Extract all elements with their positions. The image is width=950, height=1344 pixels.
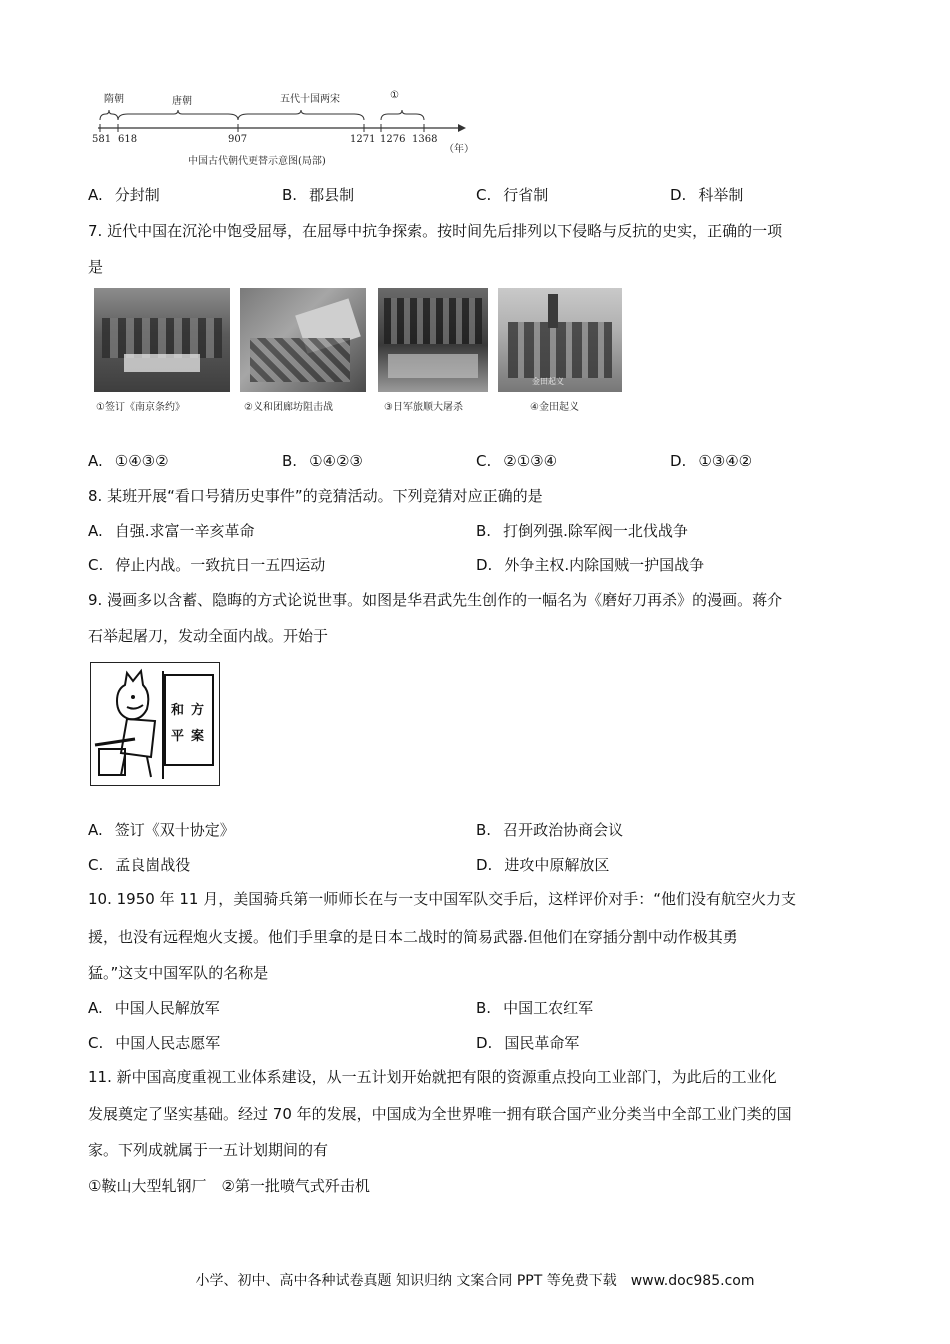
timeline-year-1271: 1271 [350,134,376,145]
cartoon-char-fang: 方 [191,703,205,718]
q8-option-b[interactable]: B. 打倒列强.除军阀一北伐战争 [476,522,688,540]
q7-stem-line1: 7. 近代中国在沉沦中饱受屈辱，在屈辱中抗争探索。按时间先后排列以下侵略与反抗的史实，正确的一项 [88,222,783,240]
cartoon-char-he: 和 [171,703,185,718]
timeline-year-1368: 1368 [412,134,438,145]
photo-jintian-uprising [498,288,622,392]
q7-option-d[interactable]: D. ①③④② [670,452,753,470]
q10-option-c[interactable]: C. 中国人民志愿军 [88,1034,221,1052]
q9-option-b[interactable]: B. 召开政治协商会议 [476,821,624,839]
timeline-caption: 中国古代朝代更替示意图(局部) [188,156,326,167]
q10-stem-line1: 10. 1950 年 11 月，美国骑兵第一师师长在与一支中国军队交手后，这样评价对手：“他们没有航空火力支 [88,890,796,908]
q7-option-a[interactable]: A. ①④③② [88,452,169,470]
q6-option-d[interactable]: D. 科举制 [670,186,744,204]
q11-stem-line3: 家。下列成就属于一五计划期间的有 [88,1141,329,1159]
photo-nanjing-treaty [94,288,230,392]
q6-option-c[interactable]: C. 行省制 [476,186,549,204]
q9-option-a[interactable]: A. 签订《双十协定》 [88,821,235,839]
q10-option-b[interactable]: B. 中国工农红军 [476,999,594,1017]
q8-stem: 8. 某班开展“看口号猜历史事件”的竞猜活动。下列竞猜对应正确的是 [88,487,543,505]
q9-stem-line1: 9. 漫画多以含蓄、隐晦的方式论说世事。如图是华君武先生创作的一幅名为《磨好刀再杀》的漫画。蒋介 [88,591,783,609]
timeline-period-unknown: ① [390,90,399,101]
cartoon-char-ping: 平 [171,729,185,744]
q10-option-d[interactable]: D. 国民革命军 [476,1034,580,1052]
q9-stem-line2: 石举起屠刀，发动全面内战。开始于 [88,627,329,645]
caption-3: ③日军旅顺大屠杀 [384,402,463,413]
q6-option-a[interactable]: A. 分封制 [88,186,160,204]
timeline-period-sui: 隋朝 [104,94,124,105]
q10-stem-line3: 猛。”这支中国军队的名称是 [88,964,269,982]
q7-stem-line2: 是 [88,258,104,276]
q10-stem-line2: 援，也没有远程炮火支援。他们手里拿的是日本二战时的简易武器.但他们在穿插分割中动作极其勇 [88,928,738,946]
caption-1: ①签订《南京条约》 [96,402,185,413]
cartoon-drawing [91,663,218,784]
q11-stem-line4: ①鞍山大型轧钢厂 ②第一批喷气式歼击机 [88,1177,370,1195]
timeline-period-tang: 唐朝 [172,96,192,107]
page-footer: 小学、初中、高中各种试卷真题 知识归纳 文案合同 PPT 等免费下载 www.doc985.com [195,1273,755,1289]
q7-option-b[interactable]: B. ①④②③ [282,452,363,470]
timeline-unit: （年） [444,144,474,155]
cartoon-figure [90,662,220,786]
timeline-figure [88,84,478,170]
q11-stem-line1: 11. 新中国高度重视工业体系建设，从一五计划开始就把有限的资源重点投向工业部门，为此后的工业化 [88,1068,777,1086]
cartoon-char-an: 案 [191,729,205,744]
q9-option-d[interactable]: D. 进攻中原解放区 [476,856,610,874]
q7-option-c[interactable]: C. ②①③④ [476,452,558,470]
timeline-year-1276: 1276 [380,134,406,145]
q8-option-c[interactable]: C. 停止内战。一致抗日一五四运动 [88,556,326,574]
q6-option-b[interactable]: B. 郡县制 [282,186,355,204]
q9-option-c[interactable]: C. 孟良崮战役 [88,856,191,874]
timeline-year-907: 907 [228,134,248,145]
q8-option-d[interactable]: D. 外争主权.内除国贼一护国战争 [476,556,705,574]
photo-boxer-battle [240,288,366,392]
caption-4: ④金田起义 [530,402,579,413]
timeline-period-song: 五代十国两宋 [280,94,340,105]
timeline-year-618: 618 [118,134,138,145]
photo-lushun-massacre [378,288,488,392]
stone-inscription: 金田起义 [532,377,564,386]
caption-2: ②义和团廊坊阻击战 [244,402,333,413]
timeline-year-581: 581 [92,134,112,145]
q10-option-a[interactable]: A. 中国人民解放军 [88,999,220,1017]
q11-stem-line2: 发展奠定了坚实基础。经过 70 年的发展，中国成为全世界唯一拥有联合国产业分类当中全部工业门类的国 [88,1105,792,1123]
q8-option-a[interactable]: A. 自强.求富一辛亥革命 [88,522,255,540]
